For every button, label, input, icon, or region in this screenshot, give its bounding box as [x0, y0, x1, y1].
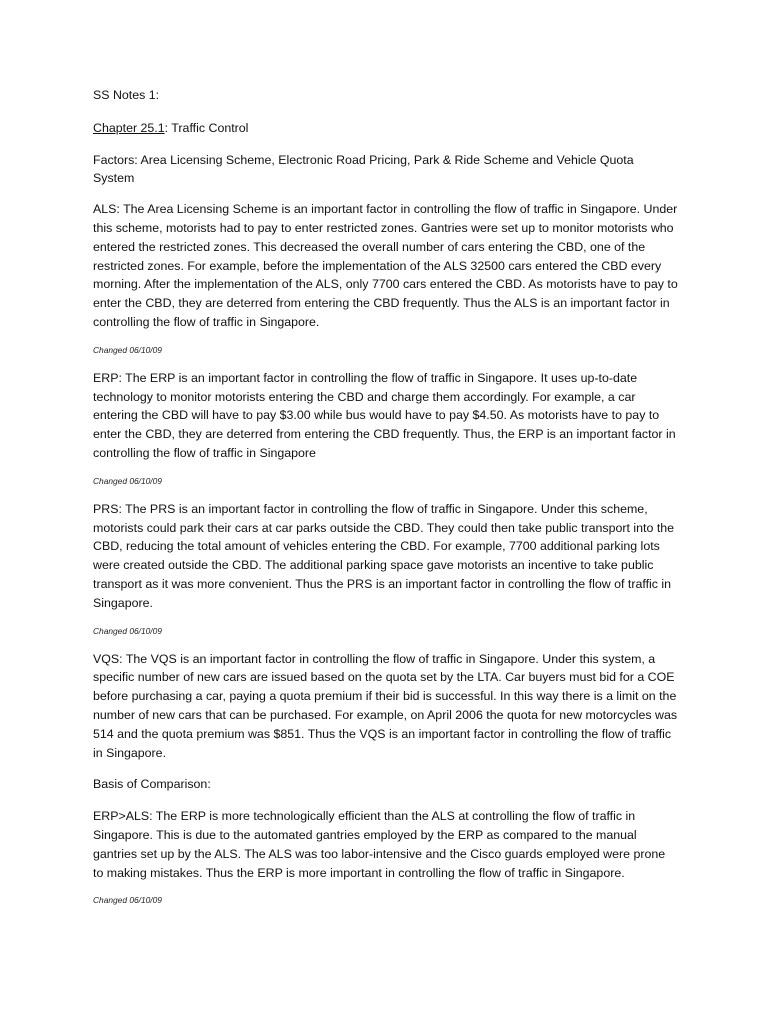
als-paragraph: ALS: The Area Licensing Scheme is an important factor in controlling the flow of traffic in Singapore. Under this scheme, motorists had to pay to enter restricted zones. Gantries were set up to monitor motorists who entered the restricted zones. This decreased the overall number of cars entering the CBD, one of the restricted zones. For example, before the implementation of the ALS 32500 cars entered the CBD every morning. After the implementation of the ALS, only 7700 cars entered the CBD. As motorists have to pay to enter the CBD, they are deterred from entering the CBD frequently. Thus the ALS is an important factor in controlling the flow of traffic in Singapore. [93, 202, 678, 329]
basis-heading: Basis of Comparison: [93, 777, 211, 792]
als-changed-note: Changed 06/10/09 [93, 344, 162, 355]
comparison-paragraph: ERP>ALS: The ERP is more technologically efficient than the ALS at controlling the flow of traffic in Singapore. This is due to the automated gantries employed by the ERP as compared to the manual gantries set up by the ALS. The ALS was too labor-intensive and the Cisco guards employed were prone to making mistakes. Thus the ERP is more important in controlling the flow of traffic in Singapore. [93, 809, 666, 880]
comparison-changed-note: Changed 06/10/09 [93, 895, 162, 906]
chapter-topic: Traffic Control [168, 120, 249, 135]
erp-changed-note: Changed 06/10/09 [93, 475, 162, 486]
prs-changed-note: Changed 06/10/09 [93, 625, 162, 636]
notes-title: SS Notes 1: [93, 88, 160, 102]
erp-paragraph: ERP: The ERP is an important factor in controlling the flow of traffic in Singapore. It uses up-to-date technology to monitor motorists entering the CBD and charge them accordingly. For example, a car entering the CBD will have to pay $3.00 while bus would have to pay $4.50. As motorists have to pay to enter the CBD, they are deterred from entering the CBD frequently. Thus, the ERP is an important factor in controlling the flow of traffic in Singapore [93, 370, 676, 460]
chapter-reference: Chapter 25.1 [93, 120, 165, 135]
factors-paragraph: Factors: Area Licensing Scheme, Electronic Road Pricing, Park & Ride Scheme and Vehicle Quota System [93, 152, 634, 186]
prs-paragraph: PRS: The PRS is an important factor in controlling the flow of traffic in Singapore. Under this scheme, motorists could park their cars at car parks outside the CBD. They could then take public transport into the CBD, reducing the total amount of vehicles entering the CBD. For example, 7700 additional parking lots were created outside the CBD. The additional parking space gave motorists an incentive to take public transport as it was more convenient. Thus the PRS is an important factor in controlling the flow of traffic in Singapore. [93, 501, 675, 610]
chapter-colon: : [164, 120, 169, 135]
document-page [93, 86, 678, 919]
vqs-paragraph: VQS: The VQS is an important factor in controlling the flow of traffic in Singapore. Under this system, a specific number of new cars are issued based on the quota set by the LTA. Car buyers must bid for a COE before purchasing a car, paying a quota premium if their bid is successful. In this way there is a limit on the number of new cars that can be purchased. For example, on April 2006 the quota for new motorcycles was 514 and the quota premium was $851. Thus the VQS is an important factor in controlling the flow of traffic in Singapore. [93, 651, 678, 760]
chapter-heading [93, 119, 678, 138]
